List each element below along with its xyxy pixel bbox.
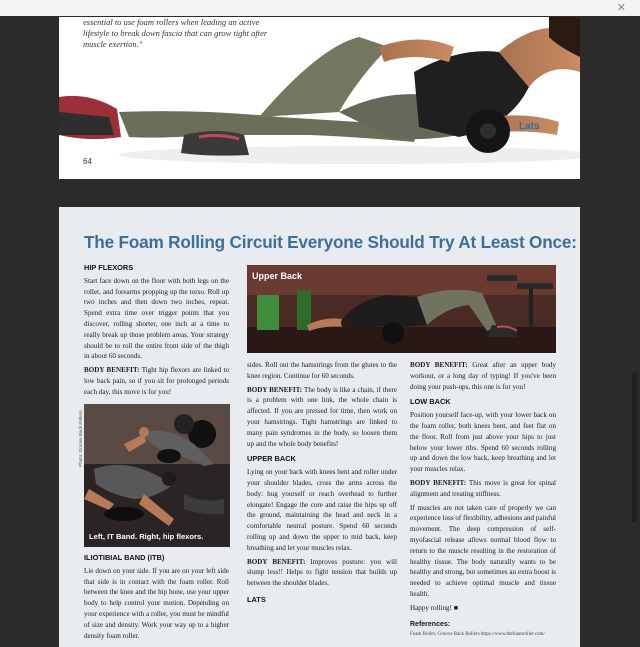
photo-caption-itb: Left, IT Band. Right, hip flexors. (89, 532, 204, 541)
upper-back-benefit (247, 557, 397, 589)
section-heading-itb: ILIOTIBIAL BAND (ITB) (84, 553, 165, 562)
photo-credit: Photo: Groove Back Rollers (78, 410, 83, 467)
upper-back-body: Lying on your back with knees bent and roller under your shoulder blades, cross the arms across the body: hug yourself or reach overhead to further elongate! Engage the core and raise the hips up off the ground, maintaining the head and neck in a comfortable neutral posture. Spend 60 seconds rolling up and down the upper to mid back, keep breathing and let your muscles relax. (247, 468, 397, 552)
references-heading: References: (410, 620, 451, 628)
top-strip (0, 0, 640, 16)
photo-upper-back (247, 265, 556, 353)
photo-itb-hip-flexors (84, 404, 230, 547)
hamstrings-continuation: sides. Roll out the hamstrings from the glutes to the knee region. Continue for 60 seconds. (247, 361, 397, 380)
column-1 (84, 263, 229, 401)
low-back-body: Position yourself face-up, with your lower back on the foam roller, both knees bent, and feet flat on the floor. Roll from just above your hips to just below your lower ribs. Spend 60 seconds rolling up and down the low back, keep breathing and let your muscles relax. (410, 411, 556, 474)
low-back-benefit (410, 478, 556, 500)
hip-flexors-benefit (84, 365, 229, 397)
pull-quote: essential to use foam rollers when leading an active lifestyle to break down fascia that can grow tight after muscle exertion." (83, 17, 268, 49)
benefit-text: The body is like a chain, if there is a problem with one link, the whole chain is affected. If you are pressed for time, then work on your hamstrings. Tight hamstrings are linked to many pain syndromes in the body, so loosen them up and the whole body benefits! (247, 385, 397, 448)
magazine-page-previous (59, 17, 580, 179)
hamstrings-benefit (247, 385, 397, 450)
signoff: Happy rolling! ■ (410, 603, 459, 612)
photo-label-lats: Lats (519, 121, 540, 132)
benefit-label: BODY BENEFIT: (247, 557, 306, 566)
column-2 (247, 360, 397, 608)
section-heading-low-back: LOW BACK (410, 397, 451, 407)
page-number: 64 (83, 157, 92, 166)
closing-paragraph: If muscles are not taken care of properly we can experience loss of flexibility, adhesions and painful movement. The deep compression of self-myofascial release allows normal blood flow to return to the muscle resulting in the restoration of healthy tissue. The body naturally wants to be healthy and strong, but sometimes an extra boost is needed to achieve optimal muscle and tissue health. (410, 503, 556, 598)
benefit-label: BODY BENEFIT: (247, 385, 303, 394)
benefit-label: BODY BENEFIT: (410, 361, 468, 369)
section-heading-hip-flexors: HIP FLEXORS (84, 263, 134, 272)
lats-benefit (410, 360, 556, 392)
section-heading-upper-back: UPPER BACK (247, 454, 296, 464)
close-icon[interactable]: ✕ (616, 1, 626, 14)
itb-body: Lie down on your side. If you are on your left side that side is in contact with the foam roller. Roll between the knee and the hip bone, use your upper body to help control your motion. Depending on your experience with a roller, you must be mindful of size and density. Work your way up to a higher density foam roller. (84, 566, 229, 640)
benefit-text: Tight hip flexors are linked to low back pain, so if you sit for prolonged periods each day, this move is for you! (84, 366, 229, 396)
photo-label-upper-back: Upper Back (252, 271, 303, 281)
benefit-text: This move is great for spinal alignment and treating stiffness. (410, 478, 557, 498)
benefit-text: Improves posture: you will slump less!! Helps to fight tension that builds up between the shoulder blades. (247, 557, 398, 588)
references-text: Foam Roller, Groove Back Rollers https://www.thefoamroller.com/ (410, 632, 545, 638)
benefit-label: BODY BENEFIT: (410, 478, 467, 487)
section-heading-lats: LATS (247, 594, 266, 604)
column-3 (410, 360, 556, 641)
article-headline: The Foam Rolling Circuit Everyone Should Try At Least Once: (84, 232, 577, 252)
benefit-label: BODY BENEFIT: (84, 366, 140, 375)
column-1-itb (84, 553, 229, 644)
benefit-text: Great after an upper body workout, or a long day of typing! If you've been doing your push-ups, this one is for you! (410, 361, 556, 391)
scrollbar[interactable] (632, 372, 637, 522)
magazine-page-article (59, 207, 580, 647)
hip-flexors-body: Start face down on the floor with both legs on the roller, and forearms propping up the torso. Roll up two inches and then down two inches, repeat. Spend extra time over trigger points that you discover, rolling shorter, one inch at a time to really break up those problem areas. Your strategy should be to roll the entire front side of the thigh in about 60 seconds. (84, 276, 229, 361)
